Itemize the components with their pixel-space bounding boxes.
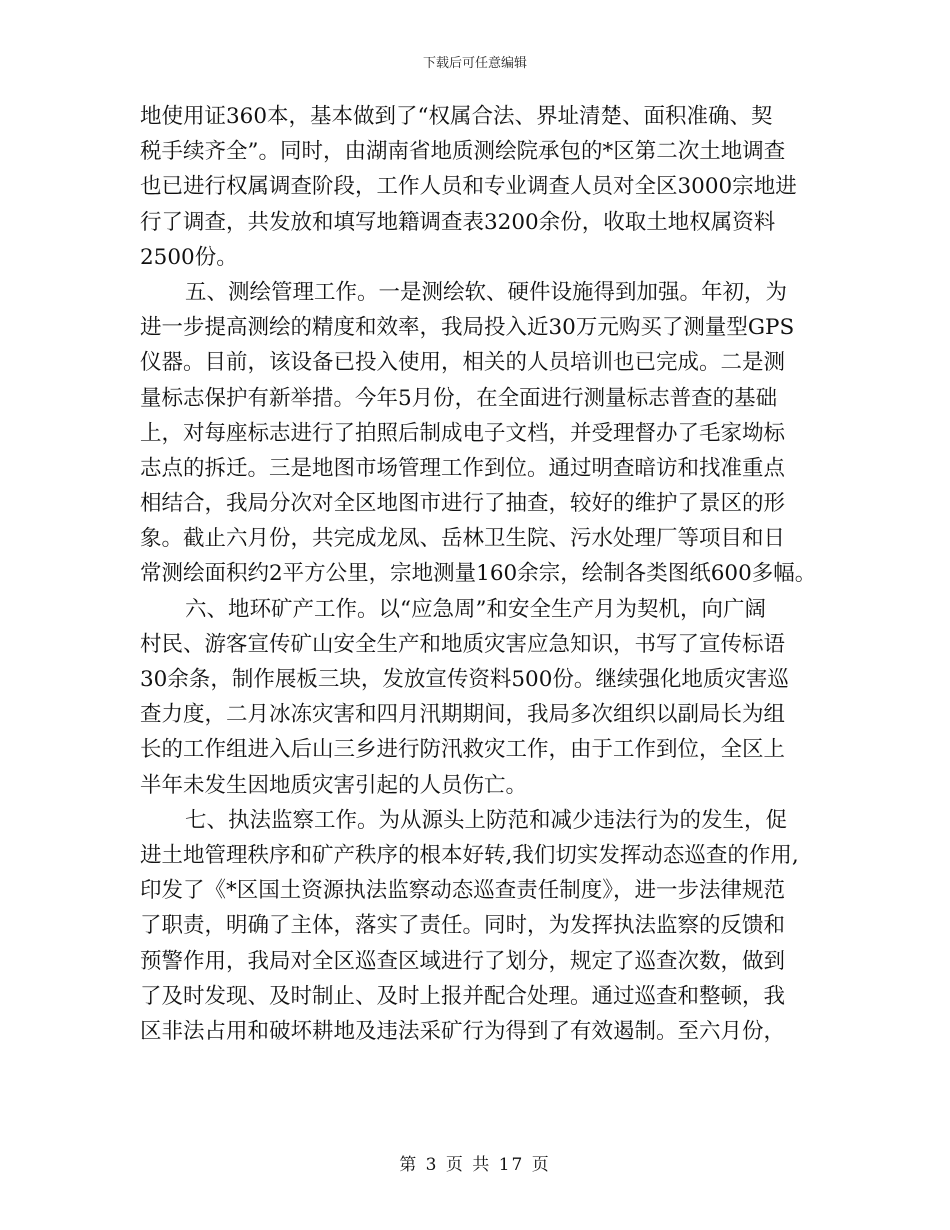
text-line: 常测绘面积约2平方公里，宗地测量160余宗，绘制各类图纸600多幅。 <box>140 561 817 587</box>
text-line: 查力度，二月冰冻灾害和四月汛期期间，我局多次组织以副局长为组 <box>140 702 786 728</box>
text-line: 村民、游客宣传矿山安全生产和地质灾害应急知识，书写了宣传标语 <box>140 631 786 657</box>
text-line: 象。截止六月份，共完成龙凤、岳林卫生院、污水处理厂等项目和日 <box>140 526 786 552</box>
text-line: 了职责，明确了主体，落实了责任。同时，为发挥执法监察的反馈和 <box>140 913 786 939</box>
text-line: 志点的拆迁。三是地图市场管理工作到位。通过明查暗访和找准重点 <box>140 455 786 481</box>
page-header: 下载后可任意编辑 <box>422 56 527 71</box>
text-line: 半年未发生因地质灾害引起的人员伤亡。 <box>140 772 528 798</box>
section-six-heading-line: 六、地环矿产工作。以“应急周”和安全生产月为契机，向广阔 <box>185 596 766 622</box>
text-line: 了及时发现、及时制止、及时上报并配合处理。通过巡查和整顿，我 <box>140 983 786 1009</box>
text-line: 仪器。目前，该设备已投入使用，相关的人员培训也已完成。二是测 <box>140 350 786 376</box>
section-five-heading-line: 五、测绘管理工作。一是测绘软、硬件设施得到加强。年初，为 <box>185 279 788 305</box>
text-line: 2500份。 <box>140 244 238 270</box>
text-line: 印发了《*区国土资源执法监察动态巡查责任制度》，进一步法律规范 <box>140 878 786 904</box>
text-line: 30余条，制作展板三块，发放宣传资料500份。继续强化地质灾害巡 <box>140 667 789 692</box>
section-seven-heading-line: 七、执法监察工作。为从源头上防范和减少违法行为的发生，促 <box>185 807 788 833</box>
text-line: 区非法占用和破坏耕地及违法采矿行为得到了有效遏制。至六月份， <box>140 1018 786 1044</box>
text-line: 进一步提高测绘的精度和效率，我局投入近30万元购买了测量型GPS <box>140 315 795 341</box>
page-number-footer: 第 3 页 共 17 页 <box>399 1155 551 1175</box>
text-line: 行了调查，共发放和填写地籍调查表3200余份，收取土地权属资料 <box>140 209 776 235</box>
body-text <box>140 99 817 1049</box>
text-line: 相结合，我局分次对全区地图市进行了抽查，较好的维护了景区的形 <box>140 491 786 517</box>
text-line: 税手续齐全”。同时，由湖南省地质测绘院承包的*区第二次土地调查 <box>140 139 786 165</box>
text-line: 量标志保护有新举措。今年5月份，在全面进行测量标志普查的基础 <box>140 385 778 411</box>
text-line: 上，对每座标志进行了拍照后制成电子文档，并受理督办了毛家坳标 <box>140 420 786 446</box>
text-line: 进土地管理秩序和矿产秩序的根本好转,我们切实发挥动态巡查的作用, <box>140 842 799 868</box>
text-line: 长的工作组进入后山三乡进行防汛救灾工作，由于工作到位，全区上 <box>140 737 786 763</box>
text-line: 预警作用，我局对全区巡查区域进行了划分，规定了巡查次数，做到 <box>140 948 786 974</box>
text-line: 地使用证360本，基本做到了“权属合法、界址清楚、面积准确、契 <box>140 104 773 129</box>
text-line: 也已进行权属调查阶段，工作人员和专业调查人员对全区3000宗地进 <box>140 174 797 200</box>
